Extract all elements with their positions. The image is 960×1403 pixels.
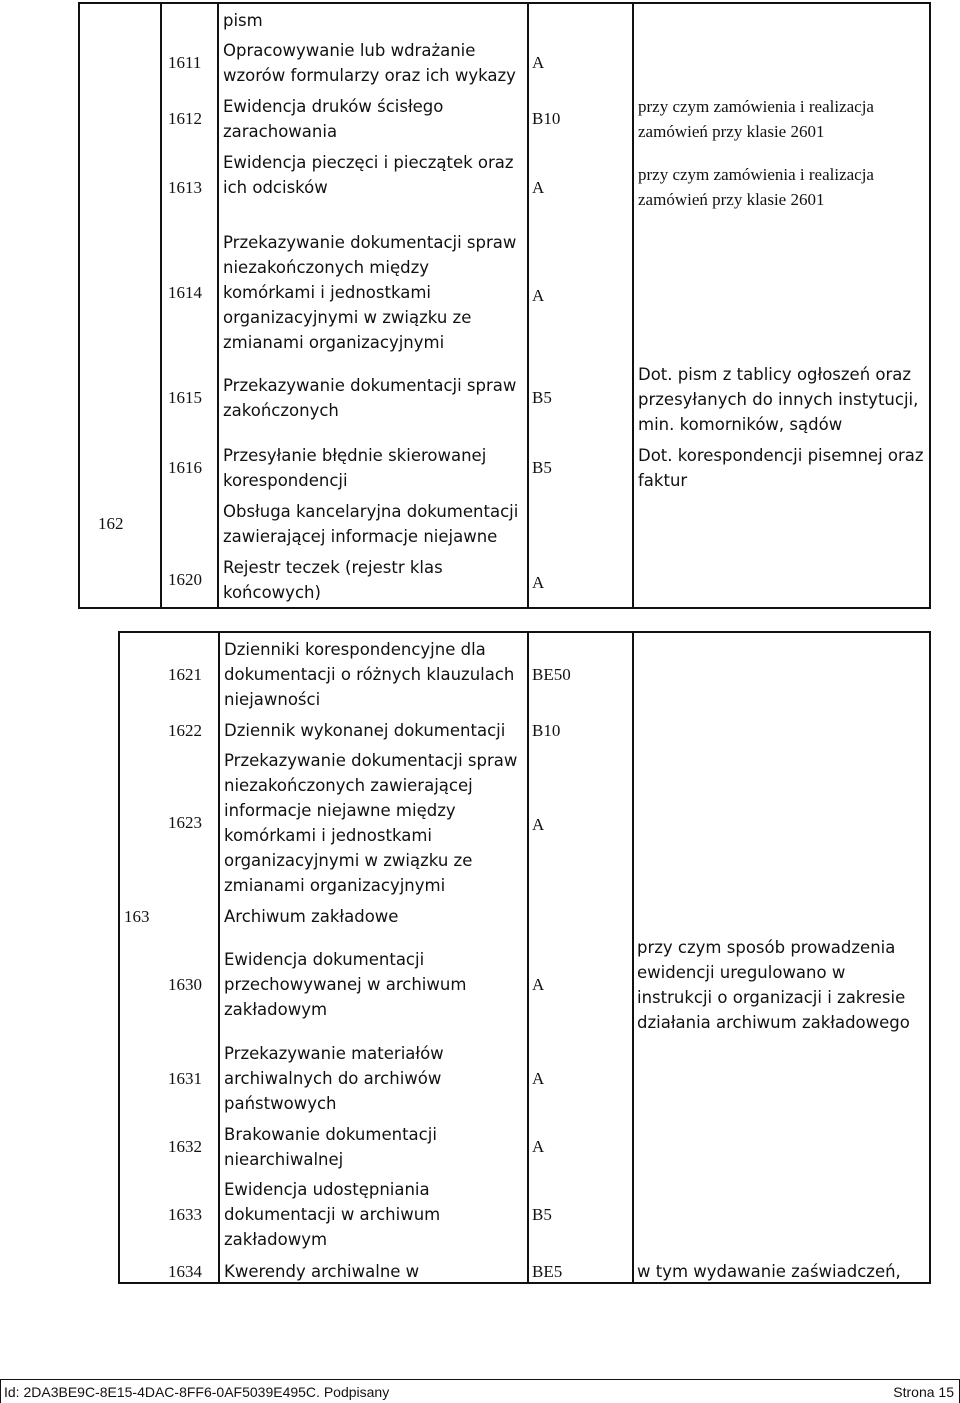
row-category-1623: A [532,815,545,834]
row-name-1615-l1: Przekazywanie dokumentacji spraw [223,376,517,395]
row-name-1613-l1: Ewidencja pieczęci i pieczątek oraz [223,153,514,172]
row-name-1614-l1: Przekazywanie dokumentacji spraw [223,233,517,252]
row-code-1634: 1634 [168,1262,202,1281]
row-code-1623: 1623 [168,813,202,832]
row-name-1630-l1: Ewidencja dokumentacji [224,950,425,969]
row-category-1612: B10 [532,109,561,128]
row-name-1631-l1: Przekazywanie materiałów [224,1044,444,1063]
row-category-1634: BE5 [532,1262,563,1281]
row-name-1623-l6: zmianami organizacyjnymi [224,876,446,895]
row-category-1613: A [532,178,545,197]
row-note-1612-l1: przy czym zamówienia i realizacja [638,97,874,116]
row-note-1630-l2: ewidencji uregulowano w [637,963,846,982]
row-code-1616: 1616 [168,458,202,477]
row-note-1615-l3: min. komorników, sądów [638,415,843,434]
row-name-1612-l1: Ewidencja druków ścisłego [223,97,444,116]
row-name-1630-l3: zakładowym [224,1000,328,1019]
row-name-1622: Dziennik wykonanej dokumentacji [224,721,506,740]
row-code-1615: 1615 [168,388,202,407]
row-name-162-l2: zawierającej informacje niejawne [223,527,498,546]
row-name-1633-l1: Ewidencja udostępniania [224,1180,430,1199]
row-category-1632: A [532,1137,545,1156]
row-note-1630-l3: instrukcji o organizacji i zakresie [637,988,906,1007]
row-note-1615-l2: przesyłanych do innych instytucji, [638,390,919,409]
row-code-1614: 1614 [168,283,202,302]
row-code-1620: 1620 [168,570,202,589]
row-note-1613-l2: zamówień przy klasie 2601 [638,190,825,209]
row-code-1630: 1630 [168,975,202,994]
row-note-1616-l1: Dot. korespondencji pisemnej oraz [638,446,924,465]
document-id-signature: Id: 2DA3BE9C-8E15-4DAC-8FF6-0AF5039E495C. Podpisany [4,1384,390,1400]
row-category-1631: A [532,1069,545,1088]
row-code-1613: 1613 [168,178,202,197]
row-name-1611-l1: Opracowywanie lub wdrażanie [223,41,476,60]
row-category-1630: A [532,975,545,994]
row-name-1616-l1: Przesyłanie błędnie skierowanej [223,446,487,465]
row-category-1615: B5 [532,388,552,407]
page-footer [0,1379,960,1403]
row-name-1623-l5: organizacyjnymi w związku ze [224,851,473,870]
row-code-1631: 1631 [168,1069,202,1088]
row-name-1616-l2: korespondencji [223,471,348,490]
row-code-163: 163 [124,907,150,926]
row-name-162-l1: Obsługa kancelaryjna dokumentacji [223,502,519,521]
row-name-1623-l3: informacje niejawne między [224,801,456,820]
row-name-pism: pism [223,11,263,30]
row-name-1634: Kwerendy archiwalne w [224,1262,420,1281]
row-name-1614-l4: organizacyjnymi w związku ze [223,308,472,327]
row-name-1613-l2: ich odcisków [223,178,328,197]
row-note-1634: w tym wydawanie zaświadczeń, [637,1262,901,1281]
row-name-163: Archiwum zakładowe [224,907,399,926]
row-code-1612: 1612 [168,109,202,128]
row-code-1632: 1632 [168,1137,202,1156]
row-category-1616: B5 [532,458,552,477]
row-name-1623-l1: Przekazywanie dokumentacji spraw [224,751,518,770]
row-name-1620-l2: końcowych) [223,583,321,602]
row-note-1612-l2: zamówień przy klasie 2601 [638,122,825,141]
row-name-1632-l1: Brakowanie dokumentacji [224,1125,437,1144]
row-name-1632-l2: niearchiwalnej [224,1150,344,1169]
row-note-1616-l2: faktur [638,471,688,490]
row-code-1622: 1622 [168,721,202,740]
row-name-1614-l3: komórkami i jednostkami [223,283,431,302]
row-name-1633-l2: dokumentacji w archiwum [224,1205,441,1224]
row-category-1621: BE50 [532,665,571,684]
row-name-1612-l2: zarachowania [223,122,338,141]
row-category-1633: B5 [532,1205,552,1224]
row-code-1611: 1611 [168,53,202,72]
row-name-1620-l1: Rejestr teczek (rejestr klas [223,558,443,577]
row-name-1630-l2: przechowywanej w archiwum [224,975,467,994]
row-name-1614-l2: niezakończonych między [223,258,430,277]
row-note-1630-l4: działania archiwum zakładowego [637,1013,910,1032]
row-code-1621: 1621 [168,665,202,684]
row-name-1611-l2: wzorów formularzy oraz ich wykazy [223,66,516,85]
row-note-1630-l1: przy czym sposób prowadzenia [637,938,896,957]
row-name-1631-l3: państwowych [224,1094,337,1113]
row-note-1613-l1: przy czym zamówienia i realizacja [638,165,874,184]
row-name-1633-l3: zakładowym [224,1230,328,1249]
row-name-1621-l3: niejawności [224,690,321,709]
row-name-1614-l5: zmianami organizacyjnymi [223,333,445,352]
row-name-1623-l4: komórkami i jednostkami [224,826,432,845]
row-name-1615-l2: zakończonych [223,401,339,420]
row-note-1615-l1: Dot. pism z tablicy ogłoszeń oraz [638,365,912,384]
page-number: Strona 15 [893,1384,954,1400]
row-name-1623-l2: niezakończonych zawierającej [224,776,473,795]
row-code-162: 162 [98,514,124,533]
row-code-1633: 1633 [168,1205,202,1224]
row-name-1631-l2: archiwalnych do archiwów [224,1069,442,1088]
row-category-1622: B10 [532,721,561,740]
row-name-1621-l1: Dzienniki korespondencyjne dla [224,640,486,659]
row-category-1614: A [532,286,545,305]
row-category-1620: A [532,573,545,592]
row-name-1621-l2: dokumentacji o różnych klauzulach [224,665,515,684]
row-category-1611: A [532,53,545,72]
